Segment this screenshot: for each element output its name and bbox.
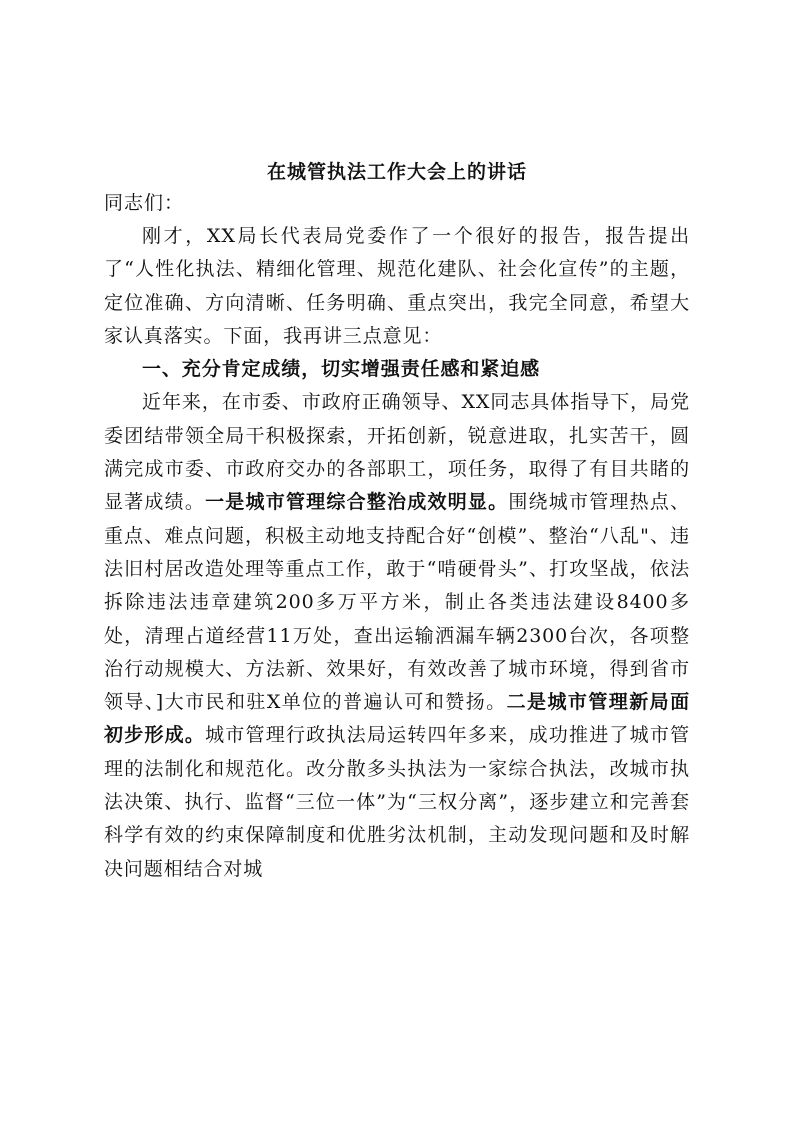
salutation: 同志们：: [104, 192, 185, 214]
section-1-body-text-a: 近年来，在市委、市政府正确领导、XX同志具体指导下，局党委团结带领全局干积极探索，开拓创新，锐意进取，扎实苦干，圆满完成市委、市政府交办的各部职工，项任务，取得了有目共睹的显著成绩。: [104, 391, 690, 514]
section-1-heading: 一、充分肯定成绩，切实增强责任感和紧迫感: [142, 358, 541, 381]
document-page: [104, 157, 690, 886]
section-1-body: [104, 386, 690, 885]
intro-paragraph: 刚才，XX局长代表局党委作了一个很好的报告，报告提出了“人性化执法、精细化管理、规范化建队、社会化宣传”的主题，定位准确、方向清晰、任务明确、重点突出，我完全同意，希望大家认真落实。下面，我再讲三点意见：: [104, 225, 690, 347]
section-1-body-text-c: 城市管理行政执法局运转四年多来，成功推进了城市管理的法制化和规范化。改分散多头执法为一家综合执法，改城市执法决策、执行、监督“三位一体”为“三权分离”，逐步建立和完善套科学有效的约束保障制度和优胜劣汰机制，主动发现问题和及时解决问题相结合对城: [104, 724, 690, 880]
section-1-body-text-b: 围绕城市管理热点、重点、难点问题，积极主动地支持配合好“创模”、整治“八乱"、违法旧村居改造处理等重点工作，敢于“啃硬骨头”、打攻坚战，依法拆除违法违章建筑200多万平方米，制止各类违法建设8400多处，清理占道经营11万处，查出运输洒漏车辆2300台次，各项整治行动规模大、方法新、效果好，有效改善了城市环境，得到省市领导、]大市民和驻X单位的普遍认可和赞扬。: [104, 491, 690, 714]
document-title: 在城管执法工作大会上的讲话: [266, 161, 527, 183]
section-1-point-2: 二是城市管理新局面初步形成。: [104, 691, 690, 747]
section-1-point-1: 一是城市管理综合整治成效明显。: [205, 491, 509, 514]
